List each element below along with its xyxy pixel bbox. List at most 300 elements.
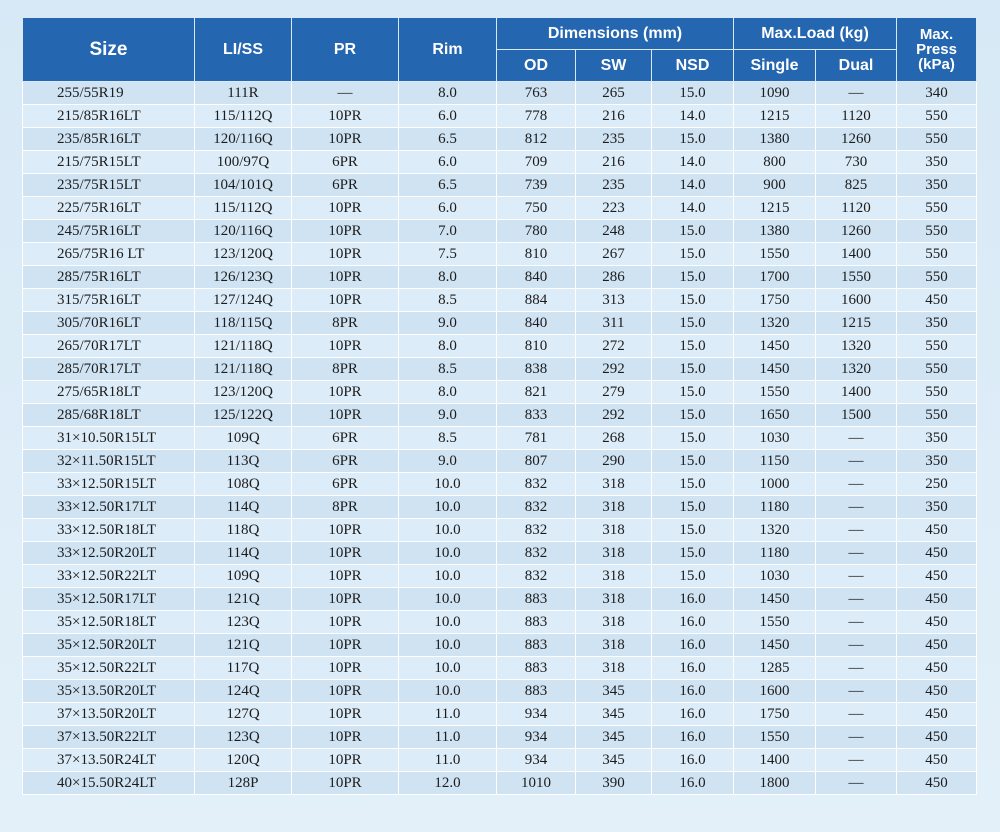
cell-nsd: 15.0 bbox=[652, 312, 734, 335]
cell-single: 1450 bbox=[734, 634, 816, 657]
cell-press: 450 bbox=[897, 680, 977, 703]
cell-size: 40×15.50R24LT bbox=[23, 772, 195, 795]
cell-press: 550 bbox=[897, 404, 977, 427]
cell-pr: 8PR bbox=[292, 358, 399, 381]
cell-size: 265/75R16 LT bbox=[23, 243, 195, 266]
cell-single: 1000 bbox=[734, 473, 816, 496]
tire-spec-table-container bbox=[22, 17, 977, 795]
cell-li: 128P bbox=[195, 772, 292, 795]
table-row bbox=[23, 358, 977, 381]
cell-li: 111R bbox=[195, 82, 292, 105]
cell-pr: 10PR bbox=[292, 128, 399, 151]
cell-pr: 6PR bbox=[292, 151, 399, 174]
cell-size: 245/75R16LT bbox=[23, 220, 195, 243]
cell-li: 114Q bbox=[195, 496, 292, 519]
cell-press: 550 bbox=[897, 243, 977, 266]
cell-pr: 10PR bbox=[292, 519, 399, 542]
header-rim: Rim bbox=[399, 18, 497, 82]
table-row bbox=[23, 703, 977, 726]
table-row bbox=[23, 220, 977, 243]
table-row bbox=[23, 680, 977, 703]
cell-nsd: 15.0 bbox=[652, 450, 734, 473]
cell-press: 450 bbox=[897, 611, 977, 634]
cell-press: 550 bbox=[897, 335, 977, 358]
cell-rim: 10.0 bbox=[399, 565, 497, 588]
cell-size: 265/70R17LT bbox=[23, 335, 195, 358]
cell-press: 250 bbox=[897, 473, 977, 496]
cell-sw: 318 bbox=[576, 473, 652, 496]
cell-rim: 10.0 bbox=[399, 680, 497, 703]
cell-li: 121/118Q bbox=[195, 358, 292, 381]
cell-rim: 6.0 bbox=[399, 105, 497, 128]
cell-rim: 9.0 bbox=[399, 450, 497, 473]
cell-nsd: 16.0 bbox=[652, 772, 734, 795]
cell-press: 450 bbox=[897, 542, 977, 565]
cell-press: 550 bbox=[897, 128, 977, 151]
cell-press: 450 bbox=[897, 588, 977, 611]
cell-sw: 318 bbox=[576, 542, 652, 565]
cell-press: 450 bbox=[897, 749, 977, 772]
cell-od: 833 bbox=[497, 404, 576, 427]
cell-nsd: 16.0 bbox=[652, 588, 734, 611]
cell-press: 450 bbox=[897, 565, 977, 588]
table-row bbox=[23, 335, 977, 358]
cell-od: 739 bbox=[497, 174, 576, 197]
table-row bbox=[23, 657, 977, 680]
cell-size: 215/85R16LT bbox=[23, 105, 195, 128]
cell-size: 33×12.50R15LT bbox=[23, 473, 195, 496]
cell-od: 838 bbox=[497, 358, 576, 381]
table-row bbox=[23, 749, 977, 772]
cell-dual: — bbox=[816, 703, 897, 726]
cell-dual: — bbox=[816, 82, 897, 105]
cell-single: 1380 bbox=[734, 220, 816, 243]
cell-rim: 7.5 bbox=[399, 243, 497, 266]
cell-pr: 10PR bbox=[292, 772, 399, 795]
tire-spec-table bbox=[22, 17, 977, 795]
cell-od: 840 bbox=[497, 312, 576, 335]
cell-rim: 8.0 bbox=[399, 335, 497, 358]
table-row bbox=[23, 772, 977, 795]
cell-dual: 1500 bbox=[816, 404, 897, 427]
cell-li: 123/120Q bbox=[195, 381, 292, 404]
cell-dual: 825 bbox=[816, 174, 897, 197]
cell-sw: 345 bbox=[576, 680, 652, 703]
cell-sw: 345 bbox=[576, 749, 652, 772]
cell-od: 750 bbox=[497, 197, 576, 220]
cell-nsd: 14.0 bbox=[652, 151, 734, 174]
table-row bbox=[23, 266, 977, 289]
table-header bbox=[23, 18, 977, 82]
cell-nsd: 16.0 bbox=[652, 703, 734, 726]
header-max-load: Max.Load (kg) bbox=[734, 18, 897, 50]
cell-single: 1550 bbox=[734, 381, 816, 404]
cell-li: 115/112Q bbox=[195, 105, 292, 128]
cell-pr: 10PR bbox=[292, 634, 399, 657]
cell-li: 120Q bbox=[195, 749, 292, 772]
table-row bbox=[23, 496, 977, 519]
cell-press: 340 bbox=[897, 82, 977, 105]
cell-od: 1010 bbox=[497, 772, 576, 795]
cell-size: 37×13.50R22LT bbox=[23, 726, 195, 749]
cell-dual: — bbox=[816, 657, 897, 680]
cell-sw: 235 bbox=[576, 174, 652, 197]
cell-single: 1700 bbox=[734, 266, 816, 289]
cell-size: 33×12.50R20LT bbox=[23, 542, 195, 565]
cell-size: 33×12.50R22LT bbox=[23, 565, 195, 588]
cell-single: 900 bbox=[734, 174, 816, 197]
header-pr: PR bbox=[292, 18, 399, 82]
cell-single: 1380 bbox=[734, 128, 816, 151]
cell-size: 33×12.50R18LT bbox=[23, 519, 195, 542]
cell-rim: 10.0 bbox=[399, 496, 497, 519]
cell-rim: 8.0 bbox=[399, 381, 497, 404]
cell-sw: 345 bbox=[576, 726, 652, 749]
cell-single: 1750 bbox=[734, 703, 816, 726]
cell-sw: 318 bbox=[576, 519, 652, 542]
cell-press: 450 bbox=[897, 289, 977, 312]
cell-od: 934 bbox=[497, 749, 576, 772]
table-row bbox=[23, 197, 977, 220]
cell-od: 778 bbox=[497, 105, 576, 128]
cell-li: 108Q bbox=[195, 473, 292, 496]
cell-rim: 6.0 bbox=[399, 151, 497, 174]
cell-rim: 11.0 bbox=[399, 703, 497, 726]
cell-od: 807 bbox=[497, 450, 576, 473]
cell-rim: 10.0 bbox=[399, 588, 497, 611]
cell-li: 127/124Q bbox=[195, 289, 292, 312]
cell-od: 883 bbox=[497, 657, 576, 680]
cell-press: 550 bbox=[897, 220, 977, 243]
cell-od: 781 bbox=[497, 427, 576, 450]
table-row bbox=[23, 565, 977, 588]
cell-dual: — bbox=[816, 726, 897, 749]
table-row bbox=[23, 588, 977, 611]
cell-nsd: 16.0 bbox=[652, 680, 734, 703]
header-max-press-line1: Max. bbox=[919, 26, 954, 43]
cell-single: 1215 bbox=[734, 197, 816, 220]
cell-press: 550 bbox=[897, 381, 977, 404]
table-row bbox=[23, 381, 977, 404]
cell-od: 883 bbox=[497, 588, 576, 611]
cell-od: 883 bbox=[497, 634, 576, 657]
cell-li: 109Q bbox=[195, 565, 292, 588]
table-row bbox=[23, 312, 977, 335]
cell-dual: — bbox=[816, 542, 897, 565]
cell-sw: 292 bbox=[576, 358, 652, 381]
cell-pr: 10PR bbox=[292, 266, 399, 289]
cell-od: 810 bbox=[497, 243, 576, 266]
header-dual: Dual bbox=[816, 50, 897, 82]
cell-size: 35×12.50R22LT bbox=[23, 657, 195, 680]
table-row bbox=[23, 634, 977, 657]
cell-rim: 8.5 bbox=[399, 289, 497, 312]
cell-li: 123Q bbox=[195, 726, 292, 749]
cell-single: 1550 bbox=[734, 611, 816, 634]
cell-size: 32×11.50R15LT bbox=[23, 450, 195, 473]
cell-sw: 279 bbox=[576, 381, 652, 404]
cell-sw: 235 bbox=[576, 128, 652, 151]
cell-dual: — bbox=[816, 450, 897, 473]
cell-li: 113Q bbox=[195, 450, 292, 473]
cell-li: 109Q bbox=[195, 427, 292, 450]
cell-single: 800 bbox=[734, 151, 816, 174]
cell-press: 550 bbox=[897, 266, 977, 289]
cell-li: 118Q bbox=[195, 519, 292, 542]
cell-pr: 10PR bbox=[292, 542, 399, 565]
cell-rim: 12.0 bbox=[399, 772, 497, 795]
header-dimensions: Dimensions (mm) bbox=[497, 18, 734, 50]
cell-nsd: 15.0 bbox=[652, 128, 734, 151]
cell-pr: 6PR bbox=[292, 427, 399, 450]
cell-dual: 1320 bbox=[816, 358, 897, 381]
cell-nsd: 15.0 bbox=[652, 565, 734, 588]
cell-od: 832 bbox=[497, 565, 576, 588]
cell-single: 1180 bbox=[734, 542, 816, 565]
cell-dual: — bbox=[816, 772, 897, 795]
cell-dual: — bbox=[816, 496, 897, 519]
cell-size: 285/75R16LT bbox=[23, 266, 195, 289]
cell-sw: 292 bbox=[576, 404, 652, 427]
cell-pr: — bbox=[292, 82, 399, 105]
cell-size: 305/70R16LT bbox=[23, 312, 195, 335]
cell-single: 1285 bbox=[734, 657, 816, 680]
cell-li: 123Q bbox=[195, 611, 292, 634]
cell-single: 1800 bbox=[734, 772, 816, 795]
cell-li: 121Q bbox=[195, 634, 292, 657]
header-size: Size bbox=[23, 18, 195, 82]
header-nsd: NSD bbox=[652, 50, 734, 82]
cell-pr: 10PR bbox=[292, 611, 399, 634]
cell-size: 35×12.50R17LT bbox=[23, 588, 195, 611]
cell-pr: 10PR bbox=[292, 749, 399, 772]
cell-od: 840 bbox=[497, 266, 576, 289]
cell-pr: 10PR bbox=[292, 197, 399, 220]
cell-li: 114Q bbox=[195, 542, 292, 565]
cell-sw: 313 bbox=[576, 289, 652, 312]
table-body bbox=[23, 82, 977, 795]
table-row bbox=[23, 128, 977, 151]
cell-rim: 10.0 bbox=[399, 473, 497, 496]
table-row bbox=[23, 611, 977, 634]
cell-sw: 272 bbox=[576, 335, 652, 358]
cell-press: 450 bbox=[897, 703, 977, 726]
cell-od: 934 bbox=[497, 703, 576, 726]
cell-od: 832 bbox=[497, 496, 576, 519]
cell-pr: 10PR bbox=[292, 243, 399, 266]
cell-li: 124Q bbox=[195, 680, 292, 703]
cell-nsd: 15.0 bbox=[652, 243, 734, 266]
cell-dual: — bbox=[816, 680, 897, 703]
cell-od: 812 bbox=[497, 128, 576, 151]
cell-sw: 290 bbox=[576, 450, 652, 473]
cell-pr: 8PR bbox=[292, 312, 399, 335]
cell-nsd: 14.0 bbox=[652, 105, 734, 128]
cell-nsd: 15.0 bbox=[652, 335, 734, 358]
cell-od: 832 bbox=[497, 473, 576, 496]
header-max-press-line2: Press bbox=[916, 41, 957, 58]
cell-nsd: 15.0 bbox=[652, 496, 734, 519]
cell-li: 100/97Q bbox=[195, 151, 292, 174]
cell-nsd: 15.0 bbox=[652, 519, 734, 542]
cell-size: 275/65R18LT bbox=[23, 381, 195, 404]
cell-rim: 9.0 bbox=[399, 312, 497, 335]
cell-nsd: 15.0 bbox=[652, 427, 734, 450]
cell-size: 35×12.50R18LT bbox=[23, 611, 195, 634]
cell-single: 1150 bbox=[734, 450, 816, 473]
cell-size: 315/75R16LT bbox=[23, 289, 195, 312]
cell-press: 450 bbox=[897, 657, 977, 680]
cell-rim: 8.5 bbox=[399, 358, 497, 381]
cell-size: 235/85R16LT bbox=[23, 128, 195, 151]
cell-dual: 730 bbox=[816, 151, 897, 174]
cell-pr: 10PR bbox=[292, 335, 399, 358]
cell-sw: 345 bbox=[576, 703, 652, 726]
cell-pr: 10PR bbox=[292, 703, 399, 726]
header-single: Single bbox=[734, 50, 816, 82]
cell-single: 1320 bbox=[734, 519, 816, 542]
cell-nsd: 15.0 bbox=[652, 82, 734, 105]
cell-nsd: 16.0 bbox=[652, 749, 734, 772]
cell-pr: 10PR bbox=[292, 565, 399, 588]
cell-pr: 10PR bbox=[292, 381, 399, 404]
cell-press: 350 bbox=[897, 427, 977, 450]
cell-size: 31×10.50R15LT bbox=[23, 427, 195, 450]
cell-sw: 318 bbox=[576, 588, 652, 611]
cell-li: 127Q bbox=[195, 703, 292, 726]
cell-single: 1030 bbox=[734, 427, 816, 450]
cell-press: 350 bbox=[897, 174, 977, 197]
cell-li: 121Q bbox=[195, 588, 292, 611]
cell-single: 1450 bbox=[734, 588, 816, 611]
cell-rim: 10.0 bbox=[399, 657, 497, 680]
cell-sw: 248 bbox=[576, 220, 652, 243]
cell-sw: 311 bbox=[576, 312, 652, 335]
cell-dual: 1400 bbox=[816, 243, 897, 266]
table-row bbox=[23, 289, 977, 312]
cell-pr: 6PR bbox=[292, 450, 399, 473]
cell-nsd: 15.0 bbox=[652, 473, 734, 496]
cell-sw: 268 bbox=[576, 427, 652, 450]
header-max-press-line3: (kPa) bbox=[918, 56, 955, 73]
table-row bbox=[23, 151, 977, 174]
cell-press: 450 bbox=[897, 519, 977, 542]
table-row bbox=[23, 82, 977, 105]
cell-li: 115/112Q bbox=[195, 197, 292, 220]
cell-dual: 1400 bbox=[816, 381, 897, 404]
cell-li: 104/101Q bbox=[195, 174, 292, 197]
cell-li: 123/120Q bbox=[195, 243, 292, 266]
cell-li: 118/115Q bbox=[195, 312, 292, 335]
cell-dual: 1550 bbox=[816, 266, 897, 289]
table-row bbox=[23, 404, 977, 427]
table-row bbox=[23, 542, 977, 565]
cell-dual: 1120 bbox=[816, 105, 897, 128]
cell-nsd: 15.0 bbox=[652, 542, 734, 565]
cell-single: 1550 bbox=[734, 243, 816, 266]
cell-rim: 6.5 bbox=[399, 174, 497, 197]
cell-dual: — bbox=[816, 565, 897, 588]
cell-press: 550 bbox=[897, 197, 977, 220]
cell-press: 450 bbox=[897, 634, 977, 657]
cell-dual: — bbox=[816, 611, 897, 634]
cell-sw: 265 bbox=[576, 82, 652, 105]
cell-rim: 6.0 bbox=[399, 197, 497, 220]
cell-rim: 8.0 bbox=[399, 266, 497, 289]
cell-od: 709 bbox=[497, 151, 576, 174]
table-row bbox=[23, 519, 977, 542]
cell-press: 350 bbox=[897, 312, 977, 335]
cell-rim: 10.0 bbox=[399, 542, 497, 565]
cell-od: 810 bbox=[497, 335, 576, 358]
table-row bbox=[23, 450, 977, 473]
cell-rim: 10.0 bbox=[399, 611, 497, 634]
cell-dual: — bbox=[816, 749, 897, 772]
cell-dual: 1260 bbox=[816, 220, 897, 243]
cell-dual: 1260 bbox=[816, 128, 897, 151]
cell-pr: 10PR bbox=[292, 289, 399, 312]
cell-rim: 10.0 bbox=[399, 519, 497, 542]
cell-sw: 286 bbox=[576, 266, 652, 289]
cell-nsd: 14.0 bbox=[652, 197, 734, 220]
cell-size: 225/75R16LT bbox=[23, 197, 195, 220]
cell-rim: 9.0 bbox=[399, 404, 497, 427]
cell-dual: — bbox=[816, 519, 897, 542]
cell-pr: 10PR bbox=[292, 404, 399, 427]
cell-od: 883 bbox=[497, 611, 576, 634]
cell-nsd: 15.0 bbox=[652, 266, 734, 289]
cell-nsd: 16.0 bbox=[652, 611, 734, 634]
cell-sw: 318 bbox=[576, 565, 652, 588]
cell-single: 1600 bbox=[734, 680, 816, 703]
cell-size: 37×13.50R24LT bbox=[23, 749, 195, 772]
cell-pr: 10PR bbox=[292, 588, 399, 611]
cell-size: 33×12.50R17LT bbox=[23, 496, 195, 519]
cell-single: 1030 bbox=[734, 565, 816, 588]
cell-dual: 1320 bbox=[816, 335, 897, 358]
cell-dual: 1215 bbox=[816, 312, 897, 335]
cell-size: 235/75R15LT bbox=[23, 174, 195, 197]
cell-nsd: 16.0 bbox=[652, 634, 734, 657]
cell-press: 450 bbox=[897, 772, 977, 795]
cell-pr: 6PR bbox=[292, 174, 399, 197]
cell-pr: 10PR bbox=[292, 657, 399, 680]
cell-pr: 10PR bbox=[292, 726, 399, 749]
table-row bbox=[23, 174, 977, 197]
cell-dual: 1600 bbox=[816, 289, 897, 312]
cell-single: 1320 bbox=[734, 312, 816, 335]
cell-single: 1090 bbox=[734, 82, 816, 105]
cell-rim: 10.0 bbox=[399, 634, 497, 657]
cell-size: 255/55R19 bbox=[23, 82, 195, 105]
cell-single: 1215 bbox=[734, 105, 816, 128]
cell-single: 1550 bbox=[734, 726, 816, 749]
header-max-press bbox=[897, 18, 977, 82]
cell-od: 832 bbox=[497, 519, 576, 542]
cell-od: 780 bbox=[497, 220, 576, 243]
cell-rim: 11.0 bbox=[399, 749, 497, 772]
table-row bbox=[23, 726, 977, 749]
cell-press: 350 bbox=[897, 450, 977, 473]
cell-rim: 11.0 bbox=[399, 726, 497, 749]
cell-single: 1450 bbox=[734, 358, 816, 381]
cell-sw: 318 bbox=[576, 611, 652, 634]
cell-single: 1750 bbox=[734, 289, 816, 312]
cell-li: 120/116Q bbox=[195, 128, 292, 151]
cell-nsd: 15.0 bbox=[652, 358, 734, 381]
cell-li: 125/122Q bbox=[195, 404, 292, 427]
table-row bbox=[23, 105, 977, 128]
